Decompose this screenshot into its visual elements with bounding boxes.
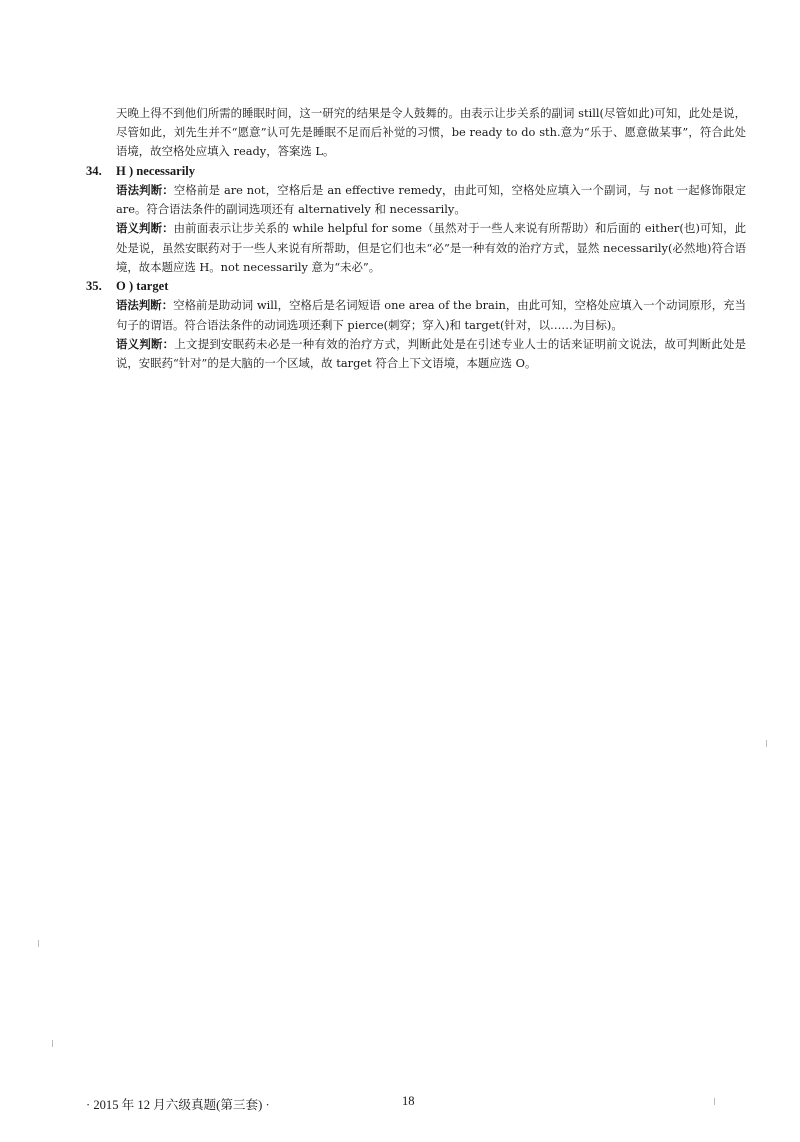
grammar-label: 语法判断： bbox=[116, 183, 174, 198]
question-34 bbox=[86, 162, 746, 277]
grammar-text: 空格前是 are not，空格后是 an effective remedy，由此可知，空格处应填入一个副词，与 not 一起修饰限定 are。符合语法条件的副词选项还有 alternatively 和 necessarily。 bbox=[116, 183, 746, 217]
scan-speck bbox=[52, 1040, 53, 1047]
scan-speck bbox=[766, 740, 767, 747]
grammar-text: 空格前是助动词 will，空格后是名词短语 one area of the brain，由此可知，空格处应填入一个动词原形，充当句子的谓语。符合语法条件的动词选项还剩下 pierce(刺穿；穿入)和 target(针对，以……为目标)。 bbox=[116, 298, 746, 332]
question-35-answer: O ) target bbox=[116, 279, 169, 294]
semantic-text: 由前面表示让步关系的 while helpful for some（虽然对于一些人来说有所帮助）和后面的 either(也)可知，此处是说，虽然安眠药对于一些人来说有所帮助，但是它们也未“必”是一种有效的治疗方式，显然 necessarily(必然地)符合语境，故本题应选 H。not necessarily 意为“未必”。 bbox=[116, 221, 746, 274]
grammar-label: 语法判断： bbox=[116, 298, 174, 313]
question-34-grammar bbox=[86, 181, 746, 219]
footer-source: · 2015 年 12 月六级真题(第三套) · bbox=[86, 1098, 270, 1112]
question-35-heading bbox=[86, 277, 746, 296]
question-35-grammar bbox=[86, 296, 746, 334]
intro-paragraph: 天晚上得不到他们所需的睡眠时间，这一研究的结果是令人鼓舞的。由表示让步关系的副词 still(尽管如此)可知，此处是说，尽管如此，刘先生并不“愿意”认可先是睡眠不足而后补觉的习惯，be ready to do sth.意为“乐于、愿意做某事”，符合此处语境，故空格处应填入 ready，答案选 L。 bbox=[116, 106, 746, 159]
semantic-label: 语义判断： bbox=[116, 221, 174, 236]
question-35-number: 35. bbox=[86, 279, 102, 294]
scan-speck bbox=[38, 940, 39, 947]
semantic-text: 上文提到安眠药未必是一种有效的治疗方式，判断此处是在引述专业人士的话来证明前文说法，故可判断此处是说，安眠药“针对”的是大脑的一个区域，故 target 符合上下文语境，本题应选 O。 bbox=[116, 336, 746, 371]
question-34-heading bbox=[86, 162, 746, 181]
page-number: 18 bbox=[402, 1094, 415, 1108]
semantic-label: 语义判断： bbox=[116, 336, 175, 351]
question-34-semantic bbox=[86, 219, 746, 277]
scan-speck bbox=[714, 1098, 715, 1105]
question-35-semantic bbox=[86, 335, 746, 373]
question-34-number: 34. bbox=[86, 163, 102, 178]
answer-explanation-page bbox=[86, 104, 746, 373]
question-34-answer: H ) necessarily bbox=[116, 163, 196, 178]
question-35 bbox=[86, 277, 746, 373]
